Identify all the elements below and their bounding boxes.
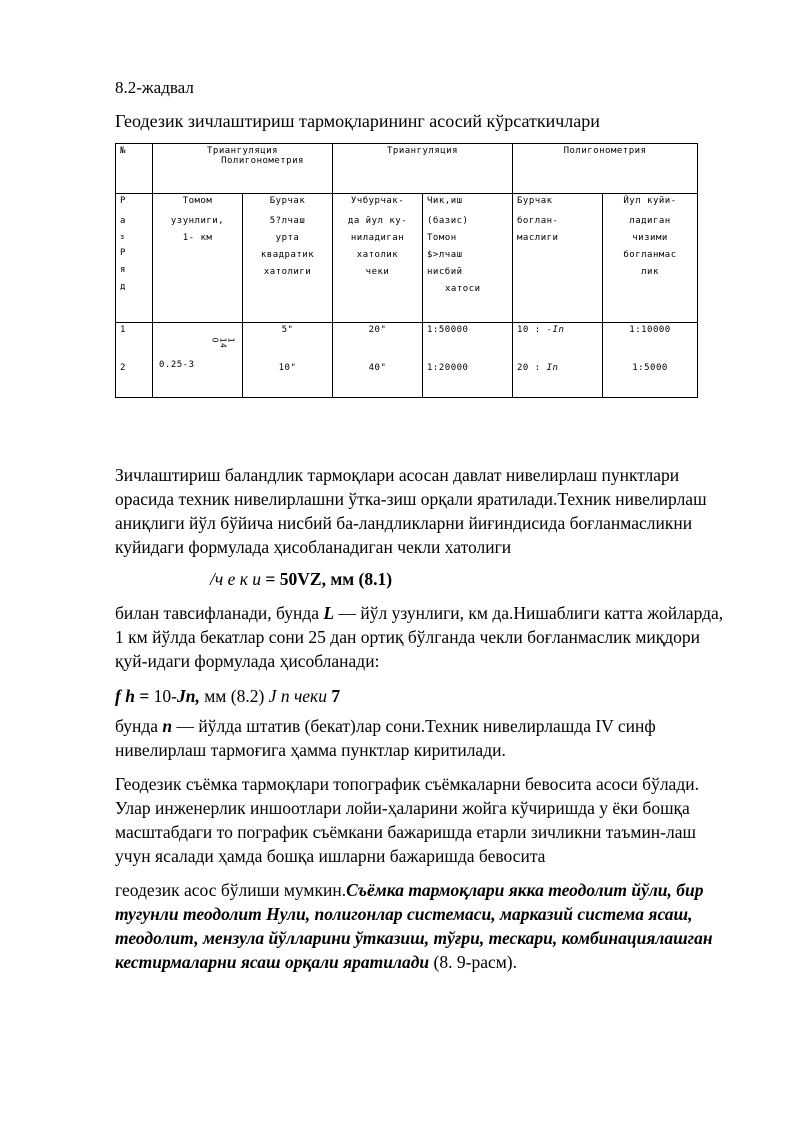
header-col-a-line1: Триангуляция — [206, 146, 279, 156]
formula-8-2-seven: 7 — [327, 686, 341, 706]
data-table — [115, 143, 698, 398]
paragraph-3-post: — йўлда штатив (бекат)лар сони.Техник нивелирлашда IV синф нивелирлаш тармоғига ҳамма пунктлар киритилади. — [115, 716, 656, 760]
row-cell-c5 — [513, 323, 603, 398]
subheader-c2 — [243, 194, 333, 323]
formula-8-1-italic: /ч е к и — [210, 569, 262, 589]
subheader-c1 — [153, 194, 243, 323]
row2-c1: 0.25-3 — [159, 360, 195, 370]
formula-8-2-tail: J n чеки — [268, 686, 327, 706]
subheader-line: ниладиган — [350, 233, 405, 243]
row2-c3: 40" — [368, 363, 387, 373]
row-cell-c1 — [153, 323, 243, 398]
subheader-line: хатолиги — [263, 267, 312, 277]
subheader-line: нисбий — [427, 267, 463, 277]
subheader-razryad — [116, 194, 153, 323]
subheader-line: чеки — [365, 267, 390, 277]
subheader-line: чизими — [632, 233, 668, 243]
row1-num: 1 — [120, 325, 126, 335]
subheader-c4 — [423, 194, 513, 323]
subheader-c3 — [333, 194, 423, 323]
subheader-line: узунлиги, — [170, 216, 225, 226]
razryad-char: Р — [120, 248, 126, 258]
subheader-line: (базис) — [427, 216, 469, 226]
row1-c5-pre: 10 : — [517, 325, 547, 335]
formula-8-2-mid: мм (8.2) — [199, 686, 269, 706]
row1-c6: 1:10000 — [629, 325, 671, 335]
subheader-line: Йул куйи- — [623, 196, 677, 206]
razryad-char: а — [120, 216, 126, 226]
paragraph-3-symbol-n: n — [162, 716, 173, 736]
paragraph-2 — [115, 601, 735, 673]
paragraph-4: Геодезик съёмка тармоқлари топографик съёмкаларни бевосита асоси бўлади. Улар инженерлик иншоотлари лойи-ҳаларини жойга кўчиришда у ёки бошқа масштабдаги то пографик съёмкани бажаришда етарли зичликни таъмин-лаш учун ясалади ҳамда бошқа ишларни бажаришда бевосита — [115, 774, 699, 866]
razryad-char: з — [120, 233, 125, 241]
paragraph-1: Зичлаштириш баландлик тармоқлари асосан давлат нивелирлаш пунктлари орасида техник нивелирлашни ўтка-зиш орқали яратилади.Техник нивелирлаш аниқлиги йўл бўйича нисбий ба-ландликларни йиғиндисида боғланмасликни куйидаги формулада ҳисобланадиган чекли хатолиги — [115, 465, 707, 557]
razryad-char: Р — [120, 196, 126, 206]
subheader-line: маслиги — [517, 233, 559, 243]
paragraph-2-post: — йўл узунлиги, км да.Нишаблиги катта жойларда, 1 км йўлда бекатлар сони 25 дан ортиқ бўлганда чекли боғланмаслик миқдори қуй-идаги формулада ҳисобланади: — [115, 603, 724, 671]
formula-8-2-jn: Jn, — [177, 686, 200, 706]
paragraph-3-pre: бунда — [115, 716, 163, 736]
subheader-line: лик — [641, 267, 659, 277]
formula-8-2-val: 10- — [153, 686, 177, 706]
paragraph-3 — [115, 714, 735, 762]
row2-c5-pre: 20 : — [517, 363, 547, 373]
header-num: № — [116, 144, 153, 194]
row2-c5-italic: In — [546, 363, 559, 373]
subheader-line: ладиган — [629, 216, 671, 226]
table-title: Геодезик зичлаштириш тармоқларининг асосий кўрсаткичлари — [115, 111, 600, 131]
subheader-line: хатоси — [445, 284, 481, 294]
subheader-line: Томон — [427, 233, 457, 243]
header-col-c: Полигонометрия — [513, 144, 698, 194]
subheader-c5 — [513, 194, 603, 323]
row-cell-c4 — [423, 323, 513, 398]
row-cell-c6 — [603, 323, 698, 398]
row2-c4: 1:20000 — [427, 363, 469, 373]
formula-8-1-bold: = 50VZ, мм (8.1) — [261, 569, 393, 589]
subheader-c6 — [603, 194, 698, 323]
formula-8-2-fh: f h — [115, 686, 135, 706]
subheader-line: Учбурчак- — [350, 196, 405, 206]
row1-c5-italic: -In — [546, 325, 565, 335]
row2-num: 2 — [120, 363, 126, 373]
header-col-a-line2: Полигонометрия — [221, 156, 304, 166]
subheader-line: квадратик — [260, 250, 315, 260]
formula-8-2-eq: = — [134, 686, 154, 706]
formula-8-2 — [115, 684, 735, 708]
header-col-b: Триангуляция — [333, 144, 513, 194]
subheader-line: 5?лчаш — [269, 216, 306, 226]
table-row — [116, 323, 698, 398]
table-label: 8.2-жадвал — [115, 78, 194, 97]
row1-c3: 20" — [368, 325, 387, 335]
table-subheader-row — [116, 194, 698, 323]
row-cell-c3 — [333, 323, 423, 398]
row2-c5 — [517, 363, 558, 373]
subheader-line: Томом — [182, 196, 213, 206]
paragraph-2-pre: билан тавсифланади, бунда — [115, 603, 324, 623]
row-cell-c2 — [243, 323, 333, 398]
subheader-line: хатолик — [356, 250, 399, 260]
paragraph-5-bold-italic: Съёмка тармоқлари якка теодолит йўли, бир тугунли теодолит Нули, полигонлар системаси, марказий система ясаш, теодолит, мензула йўлларини ўтказиш, тўғри, тескари, комбинациялашган кестирмаларни ясаш орқали яратилади — [115, 880, 713, 972]
row1-c1-rotated: 1 14 О — [210, 337, 236, 349]
subheader-line: да йул ку- — [347, 216, 408, 226]
table-header-row — [116, 144, 698, 194]
razryad-char: я — [120, 265, 126, 275]
row2-c2: 10" — [278, 363, 297, 373]
paragraph-5 — [115, 878, 735, 974]
row1-c2: 5" — [281, 325, 294, 335]
row1-c4: 1:50000 — [427, 325, 469, 335]
paragraph-2-symbol-L: L — [323, 603, 335, 623]
subheader-line: боглан- — [517, 216, 559, 226]
row1-c5 — [517, 325, 598, 335]
subheader-line: урта — [275, 233, 300, 243]
subheader-line: $>лчаш — [427, 250, 463, 260]
row2-c6: 1:5000 — [632, 363, 668, 373]
subheader-line: Чик,иш — [427, 196, 463, 206]
subheader-line: 1- км — [182, 233, 213, 243]
subheader-line: богланмас — [623, 250, 677, 260]
paragraph-5-pre: геодезик асос бўлиши мумкин. — [115, 880, 347, 900]
subheader-line: Бурчак — [269, 196, 306, 206]
razryad-char: д — [120, 282, 126, 292]
header-col-a — [153, 144, 333, 194]
formula-8-1 — [210, 567, 610, 591]
row-cell-num — [116, 323, 153, 398]
paragraph-5-post: (8. 9-расм). — [429, 952, 518, 972]
subheader-line: Бурчак — [517, 196, 553, 206]
